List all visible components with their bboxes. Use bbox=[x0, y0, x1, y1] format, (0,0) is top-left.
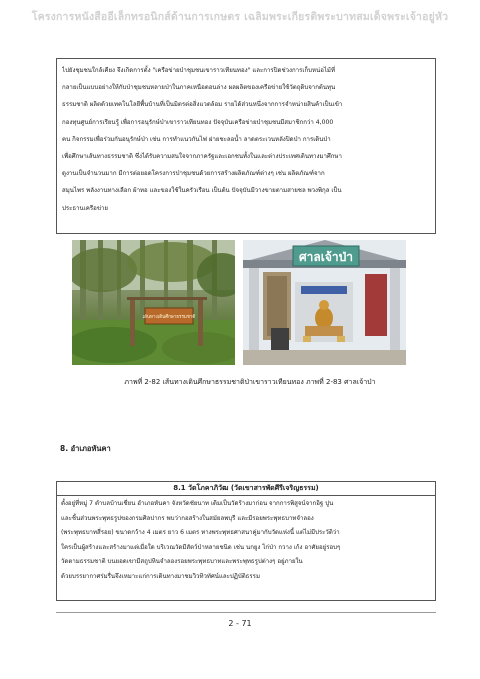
paragraph-line: ไปยังชุมชนใกล้เคียง จึงเกิดการตั้ง "เครือข่ายป่าชุมชนเขาราวเทียนทอง" และการปิดช่วงการเก็บหน่อไม้ที่ bbox=[62, 67, 335, 74]
temple-description bbox=[57, 496, 435, 586]
paragraph-line: ประธานเครือข่าย bbox=[62, 204, 108, 212]
nature-trail-photo bbox=[72, 240, 235, 365]
paragraph-line: ดูงานเป็นจำนวนมาก มีการต่อยอดโครงการป่าชุมชนด้วยการสร้างผลิตภัณฑ์ต่างๆ เช่น ผลิตภัณฑ์จาก bbox=[62, 170, 325, 178]
forest-trail-illustration bbox=[72, 240, 235, 365]
paragraph-line: กลายเป็นแบบอย่างให้กับป่าชุมชนหลายป่าในภาคเหนือตอนล่าง ผลผลิตของเครือข่ายใช้วัตถุดิบจากต้นทุน bbox=[62, 84, 336, 92]
shrine-illustration bbox=[243, 240, 406, 365]
paragraph-line: (พระพุทธบาทสี่รอย) ขนาดกว้าง 4 เมตร ยาว 6 เมตร ทางพระพุทธศาสนาคู่มากับวัดแห่งนี้ แต่ไม่มีประวัติว่า bbox=[61, 529, 340, 537]
paragraph-line: ธรรมชาติ ผลิตด้วยเทคโนโลยีพื้นบ้านที่เป็นมิตรต่อสิ่งแวดล้อม รายได้ส่วนหนึ่งจากการจำหน่ายสินค้าเป็นเข้า bbox=[62, 101, 343, 109]
paragraph-line: กองทุนศูนย์การเรียนรู้ เพื่อการอนุรักษ์ป่าเขาราวเทียนทอง ปัจจุบันเครือข่ายป่าชุมชนมีสมาชิกกว่า 4,000 bbox=[62, 118, 334, 126]
intro-text-box bbox=[56, 58, 436, 234]
paragraph-line: สมุนไพร พลังงานทางเลือก ผ้าทอ และของใช้ในครัวเรือน เป็นต้น ปัจจุบันมีวางขายตามสายชล พวงพิกุล เป็น bbox=[62, 187, 342, 195]
trail-sign-text: เส้นทางเดินศึกษาธรรมชาติ bbox=[142, 315, 196, 320]
section-heading: 8. อำเภอหันคา bbox=[60, 444, 111, 453]
paragraph-line: เพื่อศึกษาเส้นทางธรรมชาติ ซึ่งได้รับความสนใจจากภาครัฐและเอกชนทั้งในและต่างประเทศเดินทางมาศึกษา bbox=[62, 153, 342, 161]
temple-title: 8.1 วัดโภคาภิวัฒ (วัดเขาสารพัดศีรีเจริญธรรม) bbox=[57, 482, 435, 496]
paragraph-line: คน กิจกรรมเพื่อร่วมกันอนุรักษ์ป่า เช่น การทำแนวกันไฟ ฝายชะลอน้ำ ลาดตระเวนหลังปิดป่า การเดินป่า bbox=[62, 135, 331, 143]
shrine-photo bbox=[243, 240, 406, 365]
figure-caption: ภาพที่ 2-82 เส้นทางเดินศึกษาธรรมชาติป่าเขาราวเทียนทอง ภาพที่ 2-83 ศาลเจ้าป่า bbox=[124, 378, 376, 386]
paragraph-line: และชิ้นส่วนพระพุทธรูปของกรมศิลปากร พบว่ากอสร้างในสมัยลพบุรี และมีรอยพระพุทธบาทจำลอง bbox=[61, 514, 314, 522]
paragraph-line: ตั้งอยู่ที่หมู่ 7 ตำบลบ้านเชี่ยน อำเภอหันคา จังหวัดชัยนาท เดิมเป็นวัดร้างมาก่อน จากการพิสูจน์จากอิฐ ปูน bbox=[61, 500, 334, 507]
footer-divider bbox=[56, 612, 436, 613]
page-number: 2 - 71 bbox=[228, 619, 252, 628]
paragraph-line: ด้วยบรรยากาศร่มรื่นจึงเหมาะแก่การเดินทางมาชมวิวทิวทัศน์และปฏิบัติธรรม bbox=[61, 572, 260, 580]
temple-info-box bbox=[56, 481, 436, 601]
running-header: โครงการหนังสืออีเล็กทรอนิกส์ด้านการเกษตร เฉลิมพระเกียรติพระบาทสมเด็จพระเจ้าอยู่หัว bbox=[31, 11, 449, 23]
paragraph-line: ใครเป็นผู้สร้างและสร้างมาแต่เมื่อใด บริเวณวัดมีสัตว์ป่าหลายชนิด เช่น นกยูง ไก่ป่า กวาง เก้ง อาศัยอยู่รอบๆ bbox=[61, 543, 341, 551]
paragraph-line: วัดตามธรรมชาติ บนยอดเขามีสถูปหินจำลองรอยพระพุทธบาทและพระพุทธรูปต่างๆ อยู่ภายใน bbox=[61, 558, 303, 566]
shrine-sign-text: ศาลเจ้าป่า bbox=[299, 250, 353, 264]
